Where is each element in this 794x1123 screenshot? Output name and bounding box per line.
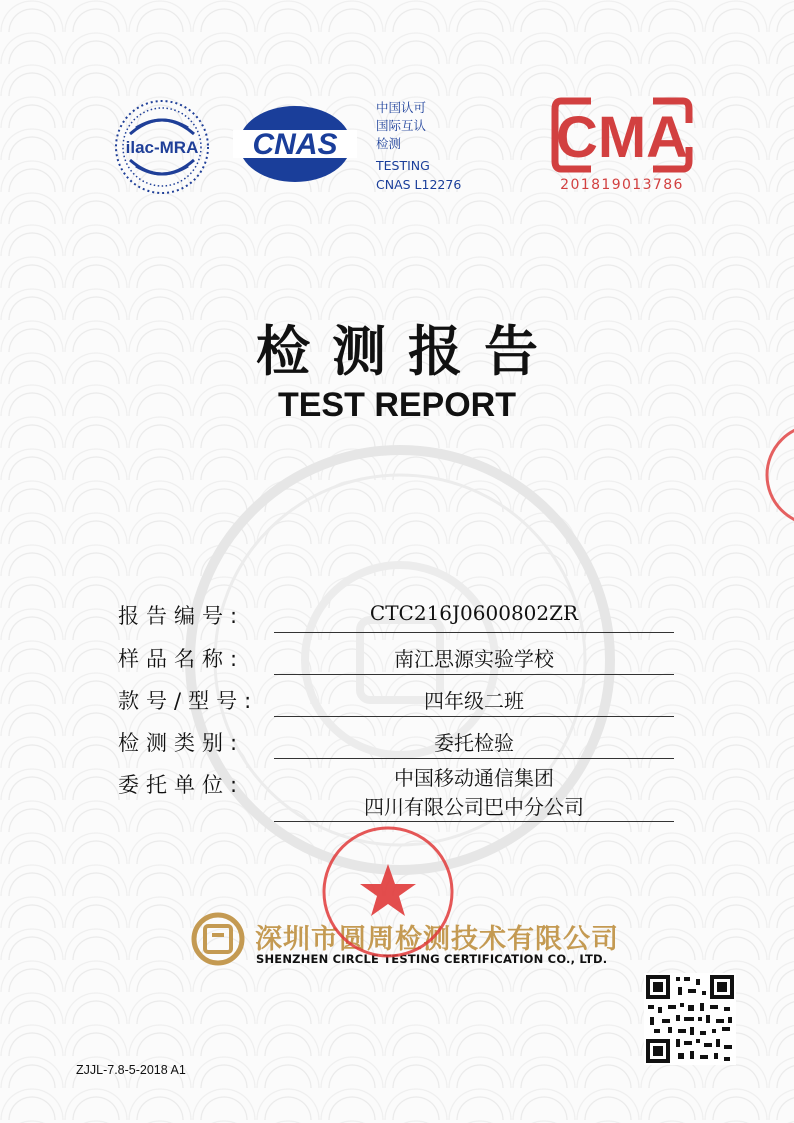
company-name-english: SHENZHEN CIRCLE TESTING CERTIFICATION CO., LTD.	[256, 952, 608, 966]
ilac-mra-logo	[108, 98, 216, 196]
divider	[274, 674, 674, 675]
title-chinese: 检测报告	[256, 320, 560, 383]
cnas-line-5: CNAS L12276	[376, 177, 462, 192]
test-category-label: 检测类别:	[118, 731, 245, 755]
client-label: 委托单位:	[118, 773, 245, 797]
divider	[274, 716, 674, 717]
company-name-chinese: 深圳市圆周检测技术有限公司	[255, 924, 619, 955]
cnas-line-1: 中国认可	[376, 100, 427, 115]
cnas-logo	[233, 103, 357, 185]
sample-name-value: 南江思源实验学校	[394, 647, 554, 671]
qr-code	[644, 973, 736, 1065]
report-number-label: 报告编号:	[118, 604, 245, 628]
divider	[274, 632, 674, 633]
company-logo	[190, 912, 246, 966]
edge-seal-stamp	[762, 420, 794, 530]
title-english: TEST REPORT	[277, 386, 517, 424]
model-value: 四年级二班	[424, 689, 524, 713]
model-label: 款号/型号:	[118, 689, 259, 713]
cnas-line-3: 检测	[376, 136, 402, 151]
svg-text:ilac-MRA: ilac-MRA	[125, 138, 199, 157]
svg-text:CMA: CMA	[555, 105, 689, 170]
svg-text:CNAS: CNAS	[252, 128, 338, 161]
official-seal-stamp	[318, 822, 458, 962]
cma-number: 201819013786	[560, 177, 684, 193]
cnas-line-2: 国际互认	[376, 118, 427, 133]
client-value-line2: 四川有限公司巴中分公司	[364, 795, 584, 819]
report-number-value: CTC216J0600802ZR	[369, 601, 579, 625]
test-category-value: 委托检验	[434, 731, 514, 755]
document-code: ZJJL-7.8-5-2018 A1	[76, 1063, 186, 1077]
divider	[274, 758, 674, 759]
cnas-line-4: TESTING	[376, 158, 430, 173]
client-value-line1: 中国移动通信集团	[394, 766, 554, 790]
sample-name-label: 样品名称:	[118, 647, 245, 671]
cma-logo	[551, 95, 693, 175]
